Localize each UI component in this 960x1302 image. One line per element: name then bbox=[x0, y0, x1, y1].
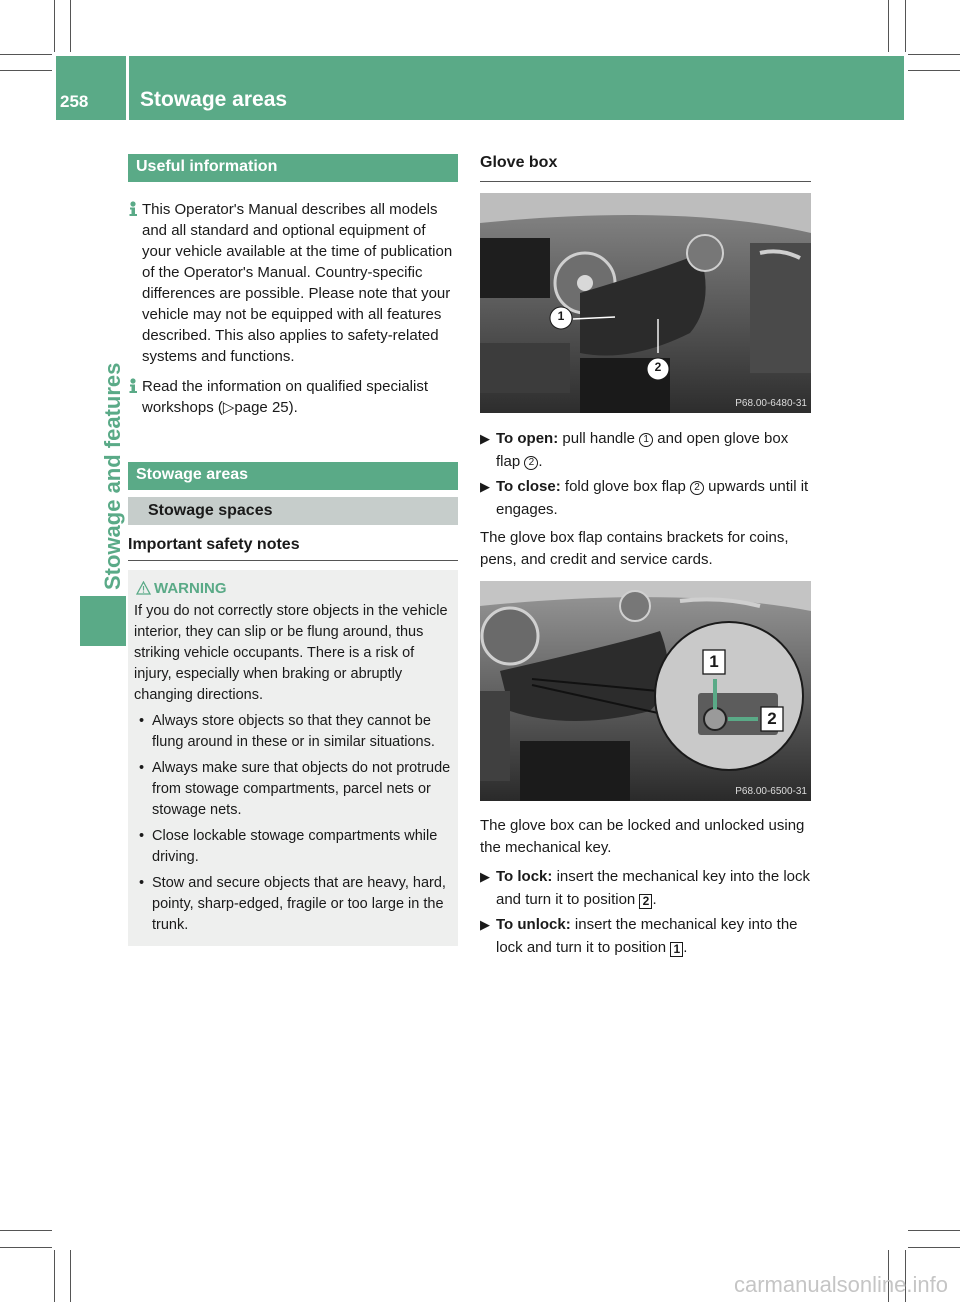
page-reference-link[interactable]: page 25 bbox=[234, 399, 289, 416]
photo-reference: P68.00-6480-31 bbox=[735, 398, 807, 409]
stowage-spaces-heading: Stowage spaces bbox=[128, 497, 458, 525]
callout-2: 2 bbox=[654, 360, 662, 374]
contains-text: The glove box flap contains brackets for coins, pens, and credit and service cards. bbox=[480, 529, 789, 568]
info-text-2-end: ). bbox=[288, 399, 298, 416]
warning-triangle-icon bbox=[136, 581, 151, 595]
crop-mark bbox=[54, 0, 55, 52]
list-item-text: Always store objects so that they cannot be flung around in these or in similar situations. bbox=[152, 713, 435, 750]
right-column bbox=[480, 154, 811, 959]
lock-intro-text: The glove box can be locked and unlocked using the mechanical key. bbox=[480, 817, 805, 856]
page-title: Stowage areas bbox=[140, 88, 288, 111]
list-item-text: Stow and secure objects that are heavy, hard, pointy, sharp-edged, fragile or too large in the trunk. bbox=[152, 875, 446, 933]
warning-title bbox=[134, 580, 452, 597]
warning-box bbox=[128, 570, 458, 946]
crop-mark bbox=[70, 0, 71, 52]
step-text: insert the mechanical key into the lock and turn it to position bbox=[496, 868, 811, 908]
crop-mark bbox=[908, 1230, 960, 1231]
list-item-text: Close lockable stowage compartments while driving. bbox=[152, 828, 438, 865]
glove-box-lock-photo bbox=[480, 581, 811, 801]
info-icon bbox=[127, 378, 141, 394]
crop-mark bbox=[0, 1247, 52, 1248]
useful-info-heading: Useful information bbox=[128, 154, 458, 182]
info-paragraph bbox=[128, 199, 458, 367]
section-tab-marker bbox=[80, 596, 126, 646]
callout-ref: 2 bbox=[524, 456, 538, 470]
warning-label: WARNING bbox=[154, 580, 227, 597]
step-open: ▶ To open: pull handle 1 and open glove box flap 2 . bbox=[480, 427, 811, 473]
page-ref-arrow-icon: ▷ bbox=[222, 399, 235, 416]
list-item bbox=[134, 826, 452, 868]
step-arrow-icon: ▶ bbox=[480, 479, 490, 494]
step-label: To lock: bbox=[496, 868, 553, 885]
crop-mark bbox=[0, 70, 52, 71]
crop-mark bbox=[908, 54, 960, 55]
crop-mark bbox=[908, 1247, 960, 1248]
info-text-2: Read the information on qualified specialist workshops ( bbox=[142, 378, 429, 416]
step-text: and open glove box flap bbox=[496, 430, 789, 470]
position-ref: 2 bbox=[639, 894, 652, 909]
info-paragraph bbox=[128, 376, 458, 418]
info-icon bbox=[127, 201, 141, 217]
crop-mark bbox=[54, 1250, 55, 1302]
bullet-icon: • bbox=[139, 828, 145, 844]
crop-mark bbox=[0, 54, 52, 55]
stowage-areas-heading: Stowage areas bbox=[128, 462, 458, 490]
list-item bbox=[134, 758, 452, 821]
photo-reference: P68.00-6500-31 bbox=[735, 786, 807, 797]
section-tab-label: Stowage and features bbox=[100, 362, 125, 590]
info-text-1: This Operator's Manual describes all models and all standard and optional equipment of your vehicle available at the time of publication of the Operator's Manual. Country-specific differences are possible. Please note that your vehicle may not be equipped with all features described. This also applies to safety-related systems and functions. bbox=[142, 201, 453, 365]
step-arrow-icon: ▶ bbox=[480, 917, 490, 932]
step-text: upwards until it engages. bbox=[496, 478, 809, 518]
step-unlock: ▶ To unlock: insert the mechanical key into the lock and turn it to position 1 . bbox=[480, 913, 811, 959]
safety-notes-heading: Important safety notes bbox=[128, 536, 458, 561]
lock-position-label-2: 2 bbox=[767, 709, 777, 728]
callout-ref: 2 bbox=[690, 481, 704, 495]
glove-box-lock-illustration bbox=[480, 581, 811, 801]
step-label: To open: bbox=[496, 430, 559, 447]
bullet-icon: • bbox=[139, 760, 145, 776]
step-close bbox=[480, 475, 811, 521]
list-item-text: Always make sure that objects do not protrude from stowage compartments, parcel nets or stowage nets. bbox=[152, 760, 451, 818]
glove-box-photo bbox=[480, 193, 811, 413]
step-arrow-icon: ▶ bbox=[480, 431, 490, 446]
step-lock: ▶ To lock: insert the mechanical key into the lock and turn it to position 2 . bbox=[480, 865, 811, 911]
step-text: fold glove box flap bbox=[564, 478, 686, 495]
step-arrow-icon: ▶ bbox=[480, 869, 490, 884]
step-label: To close: bbox=[496, 478, 561, 495]
position-ref: 1 bbox=[670, 942, 683, 957]
list-item bbox=[134, 873, 452, 936]
warning-text: If you do not correctly store objects in the vehicle interior, they can slip or be flung around, thus striking vehicle occupants. There is a risk of injury, especially when braking or abruptly changing directions. bbox=[134, 603, 448, 703]
watermark: carmanualsonline.info bbox=[733, 1272, 948, 1297]
header-divider bbox=[126, 56, 129, 120]
callout-1: 1 bbox=[557, 309, 565, 323]
glove-box-heading: Glove box bbox=[480, 154, 811, 182]
callout-ref: 1 bbox=[639, 433, 653, 447]
glove-box-illustration bbox=[480, 193, 811, 413]
step-text: insert the mechanical key into the lock and turn it to position bbox=[496, 916, 798, 956]
crop-mark bbox=[905, 0, 906, 52]
step-label: To unlock: bbox=[496, 916, 571, 933]
step-text: pull handle bbox=[562, 430, 635, 447]
bullet-icon: • bbox=[139, 713, 145, 729]
list-item bbox=[134, 711, 452, 753]
page-number: 258 bbox=[60, 92, 89, 111]
crop-mark bbox=[0, 1230, 52, 1231]
left-column bbox=[128, 154, 458, 946]
crop-mark bbox=[908, 70, 960, 71]
bullet-icon: • bbox=[139, 875, 145, 891]
crop-mark bbox=[888, 0, 889, 52]
lock-position-label-1: 1 bbox=[709, 652, 719, 671]
crop-mark bbox=[70, 1250, 71, 1302]
